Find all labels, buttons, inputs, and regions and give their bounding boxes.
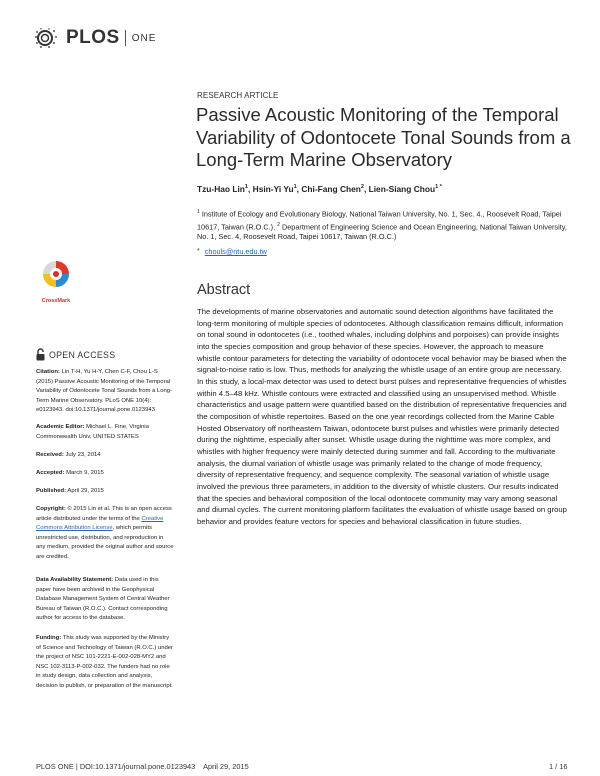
affiliation-number: 2 bbox=[277, 221, 280, 228]
copyright-label: Copyright: bbox=[36, 506, 66, 512]
published-text: April 29, 2015 bbox=[67, 488, 104, 494]
accepted-text: March 9, 2015 bbox=[66, 470, 104, 476]
affiliations bbox=[197, 207, 577, 242]
open-access-badge bbox=[36, 348, 115, 361]
copyright-text: © 2015 Lin et al. This is an open access article distributed under the terms of the bbox=[36, 506, 172, 522]
author-name[interactable]: Chi-Fang Chen bbox=[301, 184, 361, 194]
received-label: Received: bbox=[36, 452, 64, 458]
citation-block bbox=[36, 368, 174, 416]
author-name[interactable]: Hsin-Yi Yu bbox=[252, 184, 294, 194]
editor-label: Academic Editor: bbox=[36, 424, 85, 430]
citation-text: Lin T-H, Yu H-Y, Chen C-F, Chou L-S (2015) Passive Acoustic Monitoring of the Temporal Variability of Odontocete Tonal Sounds from a Long-Term Marine Observatory. PLoS ONE 10(4): e0123943. doi:10.1371/journal.pone.0123943 bbox=[36, 369, 173, 414]
corresponding-marker: * bbox=[197, 248, 200, 255]
corresponding-author bbox=[197, 247, 267, 256]
published-label: Published: bbox=[36, 488, 67, 494]
author-affil-marker: 1 bbox=[293, 184, 297, 191]
author-affil-marker: 2 bbox=[360, 184, 364, 191]
abstract-text: The developments of marine observatories and automatic sound detection algorithms have facilitated the long-term monitoring of multiple species of odontocetes. Although classification remains difficult, information on tonal sound in odontocetes (i.e., toothed whales, including dolphins and porpoises) can provide insights into the species composition and group behavior of these species. However, the approach to measure whistle contour parameters for detecting the variability of odontocete vocal behavior may be biased when the signal-to-noise ratio is low. Thus, methods for analyzing the whistle usage of an entire group are necessary. In this study, a local-max detector was used to detect burst pulses and representative frequencies of whistles within 4.5–48 kHz. Whistle contours were extracted and classified using an unsupervised method. Whistle characteristics and usage pattern were quantified based on the distribution of representative frequencies and the composition of whistle repertoires. Based on the one year recordings collected from the Marine Cable Hosted Observatory off northeastern Taiwan, odontocete burst pulses and whistles were primarily detected during the nighttime, especially after sunset. Whistle usage during the nighttime was more complex, and whistles with higher frequency were mainly detected during summer and fall. According to the multivariate analysis, the diurnal variation of whistle usage was primarily related to the change of mode frequency, diversity of representative frequency, and sequence complexity. The seasonal variation of whistle usage involved the previous three parameters, in addition to the diversity of whistle clusters. Our results indicated that the species and behavioral composition of the local odontocete community may vary among seasonal and diurnal cycles. The current monitoring platform facilitates the evaluation of whistle usage based on group behavior and provides feature vectors for species and behavioral classification in future studies. bbox=[197, 307, 567, 526]
data-availability-text: Data used in this paper have been archived in the Geophysical Database Management System of Central Weather Bureau of Taiwan (R.O.C.). Contact corresponding author for access to the database. bbox=[36, 577, 170, 622]
open-lock-icon bbox=[36, 348, 45, 361]
author-name[interactable]: Tzu-Hao Lin bbox=[197, 184, 245, 194]
accepted-label: Accepted: bbox=[36, 470, 65, 476]
creative-commons-link[interactable]: Creative Commons Attribution License bbox=[36, 515, 164, 532]
crossmark-icon bbox=[36, 258, 76, 296]
copyright-text-end: , which permits unrestricted use, distribution, and reproduction in any medium, provided the original author and source are credited. bbox=[36, 525, 174, 560]
affiliation-text: Institute of Ecology and Evolutionary Biology, National Taiwan University, No. 1, Sec. 4., Roosevelt Road, Taipei 10617, Taiwan (R.O.C.), bbox=[197, 209, 562, 232]
citation-label: Citation: bbox=[36, 369, 60, 375]
logo-wordmark: PLOS bbox=[66, 27, 120, 48]
affiliation-number: 1 bbox=[197, 209, 200, 215]
published-date bbox=[36, 487, 174, 497]
plos-dots-icon bbox=[35, 28, 63, 48]
accepted-date bbox=[36, 469, 174, 479]
article-type: RESEARCH ARTICLE bbox=[197, 91, 279, 100]
abstract-heading: Abstract bbox=[197, 282, 251, 298]
editor-text: Michael L. Fine, Virginia Commonwealth Univ, UNITED STATES bbox=[36, 424, 149, 440]
affiliation-text: Department of Engineering Science and Ocean Engineering, National Taiwan University, No. 1, Sec. 4, Roosevelt Road, Taipei 10617, Taiwan (R.O.C.) bbox=[197, 222, 567, 242]
corresponding-email-link[interactable]: chouls@ntu.edu.tw bbox=[204, 247, 267, 256]
author-name[interactable]: Lien-Siang Chou bbox=[368, 184, 436, 194]
open-access-label: OPEN ACCESS bbox=[49, 349, 116, 360]
article-title: Passive Acoustic Monitoring of the Temporal Variability of Odontocete Tonal Sounds from a Long-Term Marine Observatory bbox=[196, 104, 571, 170]
footer-citation: PLOS ONE | DOI:10.1371/journal.pone.0123943 April 29, 2015 bbox=[36, 762, 249, 771]
page-number: 1 / 16 bbox=[549, 762, 568, 771]
data-availability-block bbox=[36, 576, 174, 624]
academic-editor-block bbox=[36, 423, 174, 442]
plos-one-logo[interactable] bbox=[35, 26, 156, 50]
logo-divider bbox=[125, 30, 126, 46]
crossmark-badge[interactable] bbox=[36, 258, 76, 304]
received-text: July 23, 2014 bbox=[65, 452, 101, 458]
author-affil-marker: 1 * bbox=[435, 184, 442, 191]
copyright-block bbox=[36, 505, 174, 563]
received-date bbox=[36, 451, 174, 461]
logo-journal: ONE bbox=[131, 32, 157, 44]
crossmark-label: CrossMark bbox=[41, 298, 71, 304]
funding-text: This study was supported by the Ministry of Science and Technology of Taiwan (R.O.C.) under the project of NSC 101-2221-E-002-028-MY2 and NSC 102-3113-P-002-032. The funders had no role in study design, data collection and analysis, decision to publish, or preparation of the manuscript. bbox=[36, 635, 173, 689]
funding-block bbox=[36, 634, 174, 692]
author-affil-marker: 1 bbox=[244, 184, 248, 191]
author-list: Tzu-Hao Lin$^1$, Hsin-Yi Yu$^1$, Chi-Fang Chen$^2$, Lien-Siang Chou$^{1 *}$ bbox=[197, 184, 442, 194]
data-availability-label: Data Availability Statement: bbox=[36, 577, 114, 583]
funding-label: Funding: bbox=[36, 635, 62, 641]
